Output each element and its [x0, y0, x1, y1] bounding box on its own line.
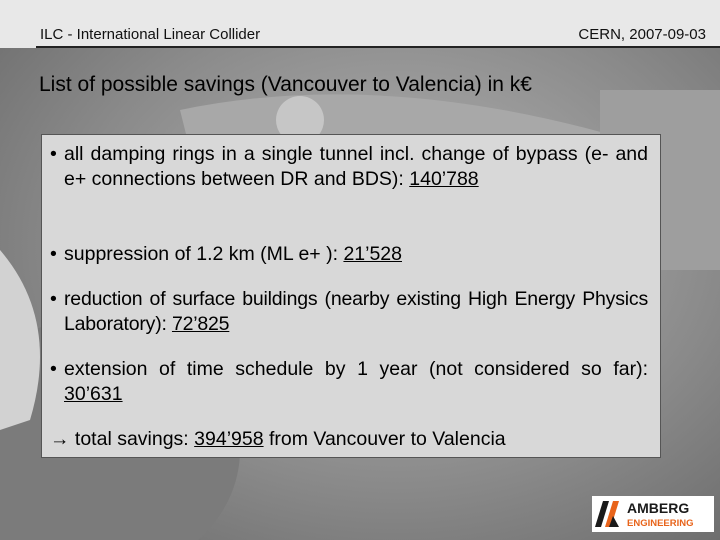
bullet: • [50, 288, 57, 310]
savings-item-value: 30’631 [64, 383, 123, 405]
header-project-label: ILC - International Linear Collider [40, 26, 261, 43]
savings-item-ml-suppression [50, 242, 648, 267]
savings-item-text: all damping rings in a single tunnel incl. change of bypass (e- and e+ connections between DR and BDS): [64, 143, 648, 190]
total-savings-suffix: from Vancouver to Valencia [263, 428, 506, 450]
savings-item-schedule-extension [50, 357, 648, 407]
savings-item-value: 72’825 [171, 313, 230, 335]
savings-item-surface-buildings [50, 287, 648, 337]
total-savings-value: 394’958 [194, 428, 264, 450]
arrow-icon: → [50, 428, 70, 450]
logo-line2: ENGINEERING [627, 518, 694, 529]
bullet: • [50, 143, 57, 165]
savings-item-text: reduction of surface buildings (nearby existing High Energy Physics Laboratory): [64, 288, 648, 335]
savings-item-text: extension of time schedule by 1 year (not considered so far): [64, 358, 648, 380]
logo-line1: AMBERG [627, 500, 690, 516]
slide-title: List of possible savings (Vancouver to Valencia) in k€ [39, 73, 532, 96]
total-savings-label: total savings: [69, 428, 195, 450]
bullet: • [50, 358, 57, 380]
header-divider [36, 46, 720, 48]
savings-item-value: 21’528 [343, 243, 402, 265]
amberg-engineering-logo [592, 496, 714, 532]
savings-panel [41, 134, 661, 458]
savings-item-text: suppression of 1.2 km (ML e+ ): [64, 243, 344, 265]
savings-item-value: 140’788 [409, 168, 479, 190]
header-date-label: CERN, 2007-09-03 [578, 26, 706, 43]
total-savings-line [50, 427, 506, 452]
savings-item-damping-rings [50, 142, 648, 192]
bullet: • [50, 243, 57, 265]
